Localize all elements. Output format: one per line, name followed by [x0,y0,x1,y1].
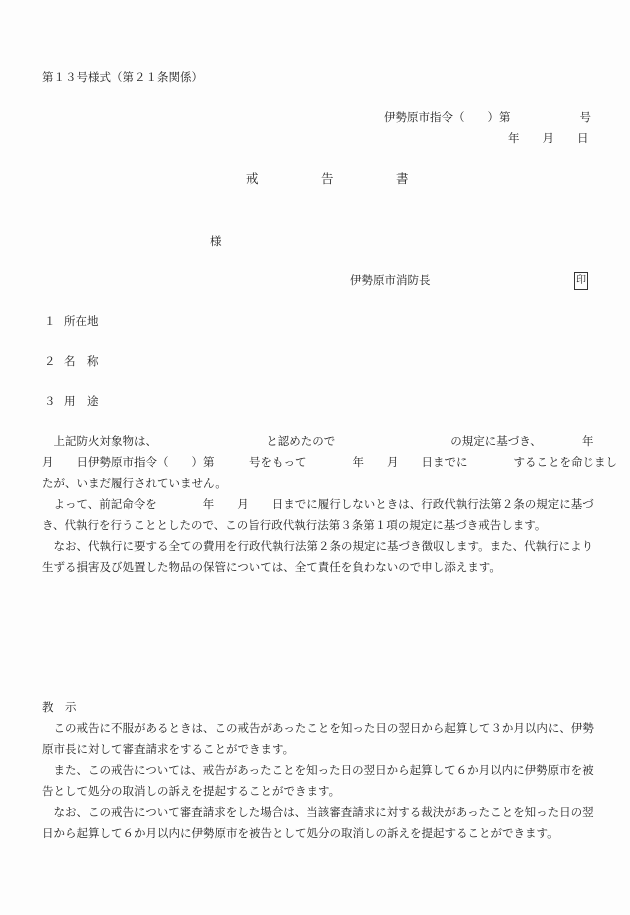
item-number: １ [44,314,56,328]
body-line: 上記防火対象物は、 と認めたので の規定に基づき、 年 [42,434,594,448]
instruction-line: この戒告に不服があるときは、この戒告があったことを知った日の翌日から起算して３か月以内に、伊勢 [42,721,594,735]
instruction-line: 原市長に対して審査請求をすることができます。 [42,742,295,756]
body-line: き、代執行を行うこととしたので、この旨行政代執行法第３条第１項の規定に基づき戒告します。 [42,518,547,532]
item-label: 名 称 [64,354,99,368]
instruction-line: また、この戒告については、戒告があったことを知った日の翌日から起算して６か月以内に伊勢原市を被 [42,763,594,777]
item-number: ２ [44,354,56,368]
directive-number: 伊勢原市指令（ ）第 号 [384,110,591,124]
instruction-line: なお、この戒告について審査請求をした場合は、当該審査請求に対する裁決があったことを知った日の翌 [42,805,594,819]
body-line: 月 日伊勢原市指令（ ）第 号をもって 年 月 日までに することを命じまし [42,455,617,469]
form-label: 第１３号様式（第２１条関係） [42,70,203,84]
item-label: 用 途 [64,394,99,408]
body-line: 生ずる損害及び処置した物品の保管については、全て責任を負わないので申し添えます。 [42,560,501,574]
instruction-heading: 教 示 [42,700,77,714]
body-line: なお、代執行に要する全ての費用を行政代執行法第２条の規定に基づき徴収します。また、代執行により [42,539,594,553]
item-label: 所在地 [64,314,99,328]
addressee-suffix: 様 [210,234,222,248]
body-line: よって、前記命令を 年 月 日までに履行しないときは、行政代執行法第２条の規定に基づ [42,497,594,511]
issuer-name: 伊勢原市消防長 [350,273,431,287]
item-number: ３ [44,394,56,408]
document-title: 戒 告 書 [246,171,409,186]
seal-mark: 印 [574,272,588,290]
issue-date: 年 月 日 [508,131,589,145]
instruction-line: 告として処分の取消しの訴えを提起することができます。 [42,784,341,798]
instruction-line: 日から起算して６か月以内に伊勢原市を被告として処分の取消しの訴えを提起することができます。 [42,826,559,840]
body-line: たが、いまだ履行されていません。 [42,476,227,490]
